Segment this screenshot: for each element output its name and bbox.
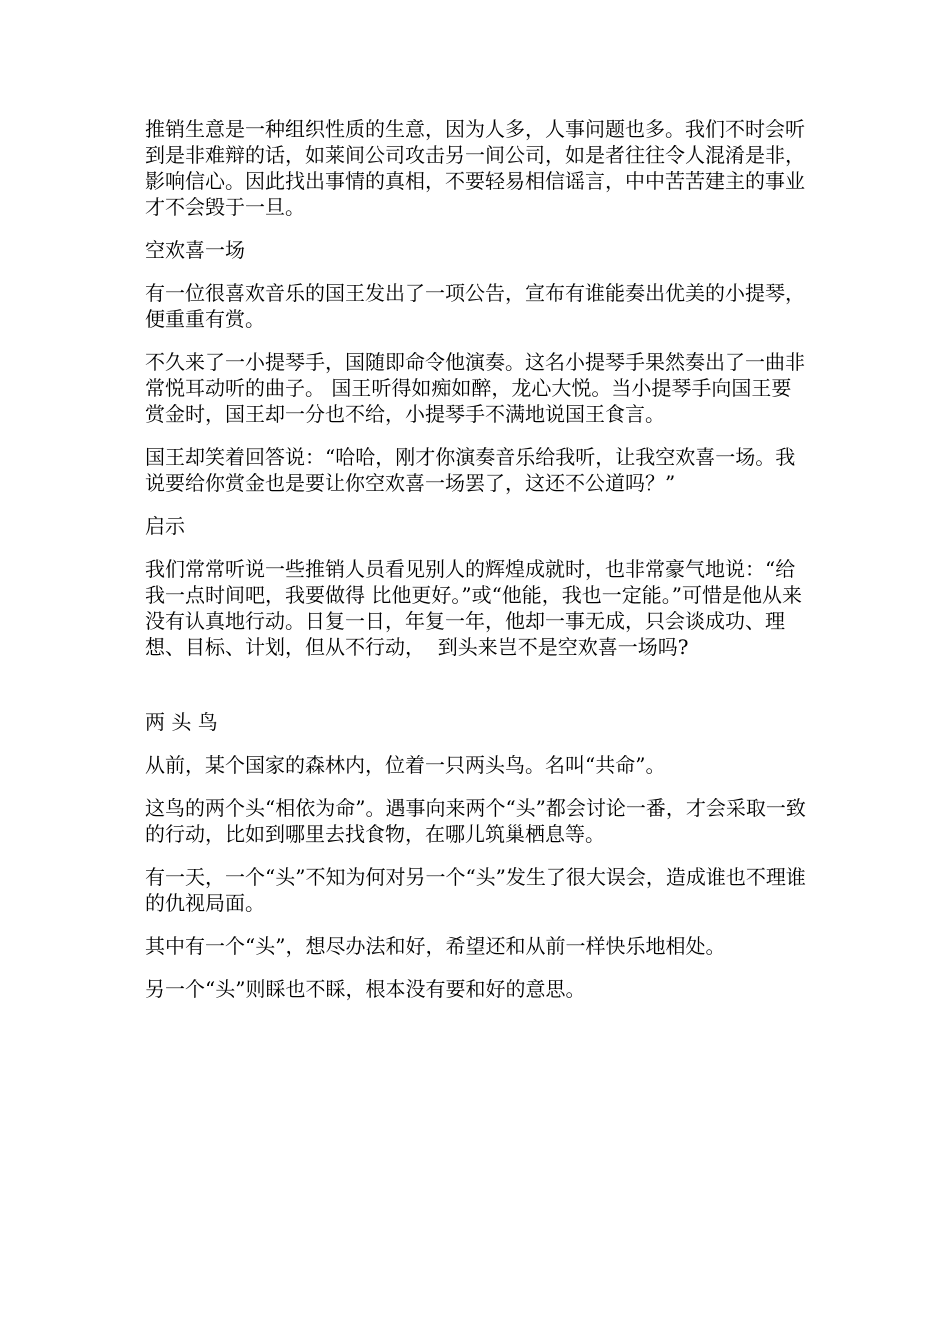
paragraph-misunderstanding: 有一天，一个“头”不知为何对另一个“头”发生了很大误会，造成谁也不理谁的仇视局面。 — [145, 865, 806, 915]
paragraph-bird-intro: 从前，某个国家的森林内，位着一只两头鸟。名叫“共命”。 — [145, 753, 666, 777]
paragraph-ignore: 另一个“头”则睬也不睬，根本没有要和好的意思。 — [145, 977, 586, 1001]
paragraph-insight: 我们常常听说一些推销人员看见别人的辉煌成就时，也非常豪气地说：“给我一点时间吧，我要做得 比他更好。”或“他能，我也一定能。”可惜是他从来没有认真地行动。日复一日，年复一年，他却一事无成，只会谈成功、理想、目标、计划，但从不行动， 到头来岂不是空欢喜一场吗? — [145, 557, 803, 659]
paragraph-violinist: 不久来了一小提琴手，国随即命令他演奏。这名小提琴手果然奏出了一曲非常悦耳动听的曲子。 国王听得如痴如醉，龙心大悦。当小提琴手向国王要赏金时，国王却一分也不给，小提琴手不满地说国王食言。 — [145, 350, 805, 426]
section-title-insight: 启示 — [145, 514, 185, 538]
paragraph-bird-heads: 这鸟的两个头“相依为命”。遇事向来两个“头”都会讨论一番，才会采取一致的行动，比如到哪里去找食物，在哪儿筑巢栖息等。 — [145, 796, 806, 846]
section-title-two-headed-bird: 两 头 鸟 — [145, 710, 218, 734]
paragraph-king-announcement: 有一位很喜欢音乐的国王发出了一项公告，宣布有谁能奏出优美的小提琴，便重重有赏。 — [145, 281, 805, 331]
paragraph-intro: 推销生意是一种组织性质的生意，因为人多，人事问题也多。我们不时会听到是非难辩的话，如莱间公司攻击另一间公司，如是者往往令人混淆是非，影响信心。因此找出事情的真相，不要轻易相信谣言，中中苦苦建主的事业才不会毁于一旦。 — [145, 117, 805, 219]
paragraph-king-reply: 国王却笑着回答说：“哈哈，刚才你演奏音乐给我听，让我空欢喜一场。我说要给你赏金也是要让你空欢喜一场罢了，这还不公道吗？” — [145, 445, 796, 495]
document-page — [145, 116, 810, 1002]
paragraph-reconcile: 其中有一个“头”，想尽办法和好，希望还和从前一样快乐地相处。 — [145, 934, 726, 958]
section-title-empty-joy: 空欢喜一场 — [145, 238, 245, 262]
